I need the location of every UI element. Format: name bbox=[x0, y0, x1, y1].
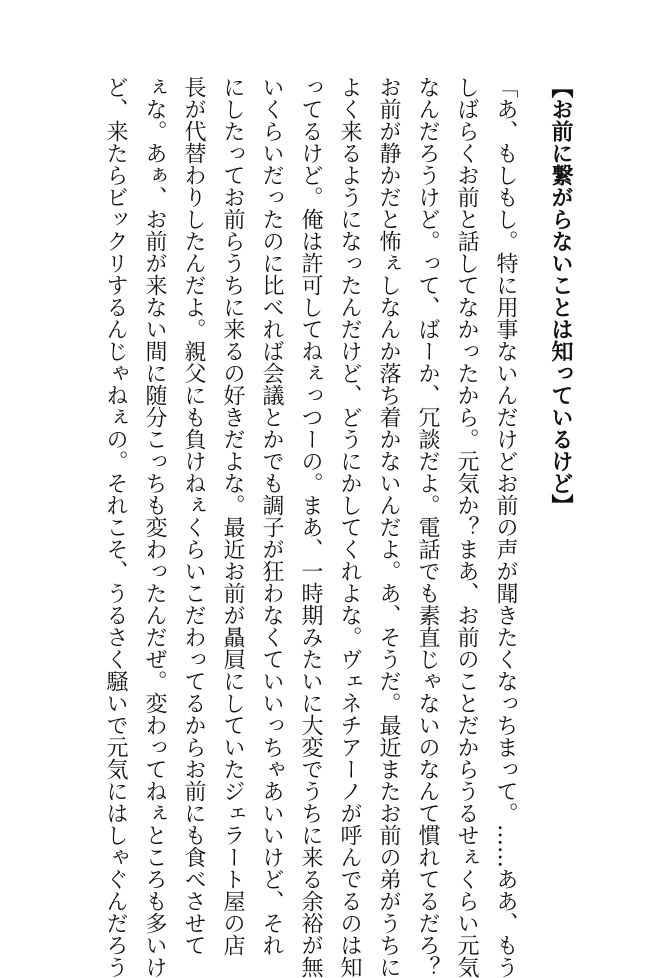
text-line: ぇな。あぁ、お前が来ない間に随分こっちも変わったんだぜ。変わってねぇところも多いけ bbox=[142, 76, 167, 978]
text-line: 「あ、もしもし。特に用事ないんだけどお前の声が聞きたくなっちまって。……ああ、もう bbox=[493, 76, 518, 978]
text-line: いくらいだったのに比べれば会議とかでも調子が狂わなくていいっちゃあいいけど、それ bbox=[259, 76, 284, 956]
text-line: なんだろうけど。って、ばーか、冗談だよ。電話でも素直じゃないのなんて慣れてるだろ？ bbox=[415, 76, 440, 978]
text-line: お前が静かだと怖ぇしなんか落ち着かないんだよ。あ、そうだ。最近またお前の弟がうちに bbox=[376, 76, 401, 978]
text-line: ど、来たらビックリするんじゃねぇの。それこそ、うるさく騒いで元気にはしゃぐんだろう bbox=[103, 76, 128, 978]
section-title: 【お前に繋がらないことは知っているけど】 bbox=[548, 76, 573, 516]
text-line: ってるけど。俺は許可してねぇっつーの。まあ、一時期みたいに大変でうちに来る余裕が無 bbox=[298, 76, 323, 978]
vertical-text-block bbox=[96, 76, 580, 978]
text-line: にしたってお前らうちに来るの好きだよな。最近お前が贔屓にしていたジェラート屋の店 bbox=[220, 76, 245, 956]
text-line: よく来るようになったんだけど、どうにかしてくれよな。ヴェネチアーノが呼んでるのは知 bbox=[337, 76, 362, 978]
text-line: しばらくお前と話してなかったから。元気か？まあ、お前のことだからうるせぇくらい元気 bbox=[454, 76, 479, 978]
text-line: 長が代替わりしたんだよ。親父にも負けねぇくらいこだわってるからお前にも食べさせて bbox=[181, 76, 206, 956]
